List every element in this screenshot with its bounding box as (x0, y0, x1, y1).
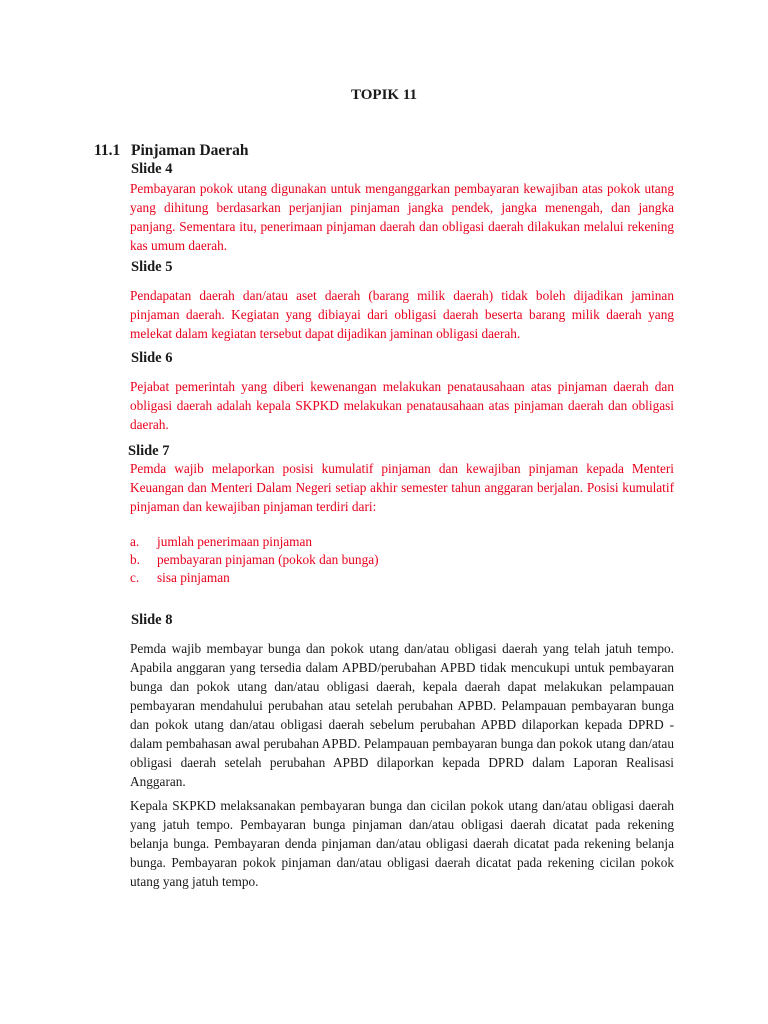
slide-4-heading: Slide 4 (131, 161, 173, 177)
slide-6-paragraph: Pejabat pemerintah yang diberi kewenangan melakukan penatausahaan atas pinjaman daerah dan obligasi daerah adalah kepala SKPKD melakukan penatausahaan atas pinjaman daerah dan obligasi daerah. (130, 379, 674, 432)
slide-5-paragraph: Pendapatan daerah dan/atau aset daerah (barang milik daerah) tidak boleh dijadikan jaminan pinjaman daerah. Kegiatan yang dibiayai dari obligasi daerah beserta barang milik daerah yang melekat dalam kegiatan tersebut dapat dijadikan jaminan obligasi daerah. (130, 288, 674, 341)
list-text: pembayaran pinjaman (pokok dan bunga) (157, 552, 379, 567)
list-marker: b. (130, 552, 140, 567)
slide-8-paragraph-2: Kepala SKPKD melaksanakan pembayaran bunga dan cicilan pokok utang dan/atau obligasi daerah yang jatuh tempo. Pembayaran bunga pinjaman dan/atau obligasi daerah dicatat pada rekening belanja bunga. Pembayaran denda pinjaman dan/atau obligasi daerah dicatat pada rekening belanja bunga. Pembayaran pokok pinjaman dan/atau obligasi daerah dicatat pada rekening cicilan pokok utang yang jatuh tempo. (130, 798, 674, 889)
list-item (130, 533, 312, 551)
list-text: jumlah penerimaan pinjaman (157, 534, 313, 549)
document-title: TOPIK 11 (351, 87, 417, 103)
slide-6-heading: Slide 6 (131, 350, 173, 366)
slide-4-paragraph: Pembayaran pokok utang digunakan untuk menganggarkan pembayaran kewajiban atas pokok utang yang dihitung berdasarkan perjanjian pinjaman jangka pendek, jangka menengah, dan jangka panjang. Sementara itu, penerimaan pinjaman daerah dan obligasi daerah dilakukan melalui rekening kas umum daerah. (130, 181, 674, 253)
slide-8-paragraph-1: Pemda wajib membayar bunga dan pokok utang dan/atau obligasi daerah yang telah jatuh tempo. Apabila anggaran yang tersedia dalam APBD/perubahan APBD tidak mencukupi untuk pembayaran bunga dan pokok utang dan/atau obligasi daerah, kepala daerah dapat melakukan pelampauan pembayaran mendahului perubahan atau setelah perubahan APBD. Pelampauan pembayaran bunga dan pokok utang dan/atau obligasi daerah sebelum perubahan APBD dilaporkan kepada DPRD -dalam pembahasan awal perubahan APBD. Pelampauan pembayaran bunga dan pokok utang dan/atau obligasi daerah setelah perubahan APBD dilaporkan kepada DPRD dalam Laporan Realisasi Anggaran. (130, 641, 674, 789)
list-marker: c. (130, 570, 140, 585)
list-text: sisa pinjaman (157, 570, 230, 585)
list-marker: a. (130, 534, 140, 549)
slide-7-paragraph: Pemda wajib melaporkan posisi kumulatif pinjaman dan kewajiban pinjaman kepada Menteri Keuangan dan Menteri Dalam Negeri setiap akhir semester tahun anggaran berjalan. Posisi kumulatif pinjaman dan kewajiban pinjaman terdiri dari: (130, 461, 674, 514)
section-number: 11.1 (94, 142, 121, 159)
slide-7-heading: Slide 7 (128, 443, 170, 459)
slide-8-heading: Slide 8 (131, 612, 173, 628)
section-title: Pinjaman Daerah (131, 142, 249, 159)
list-item (130, 569, 230, 587)
slide-5-heading: Slide 5 (131, 259, 173, 275)
list-item (130, 551, 379, 569)
